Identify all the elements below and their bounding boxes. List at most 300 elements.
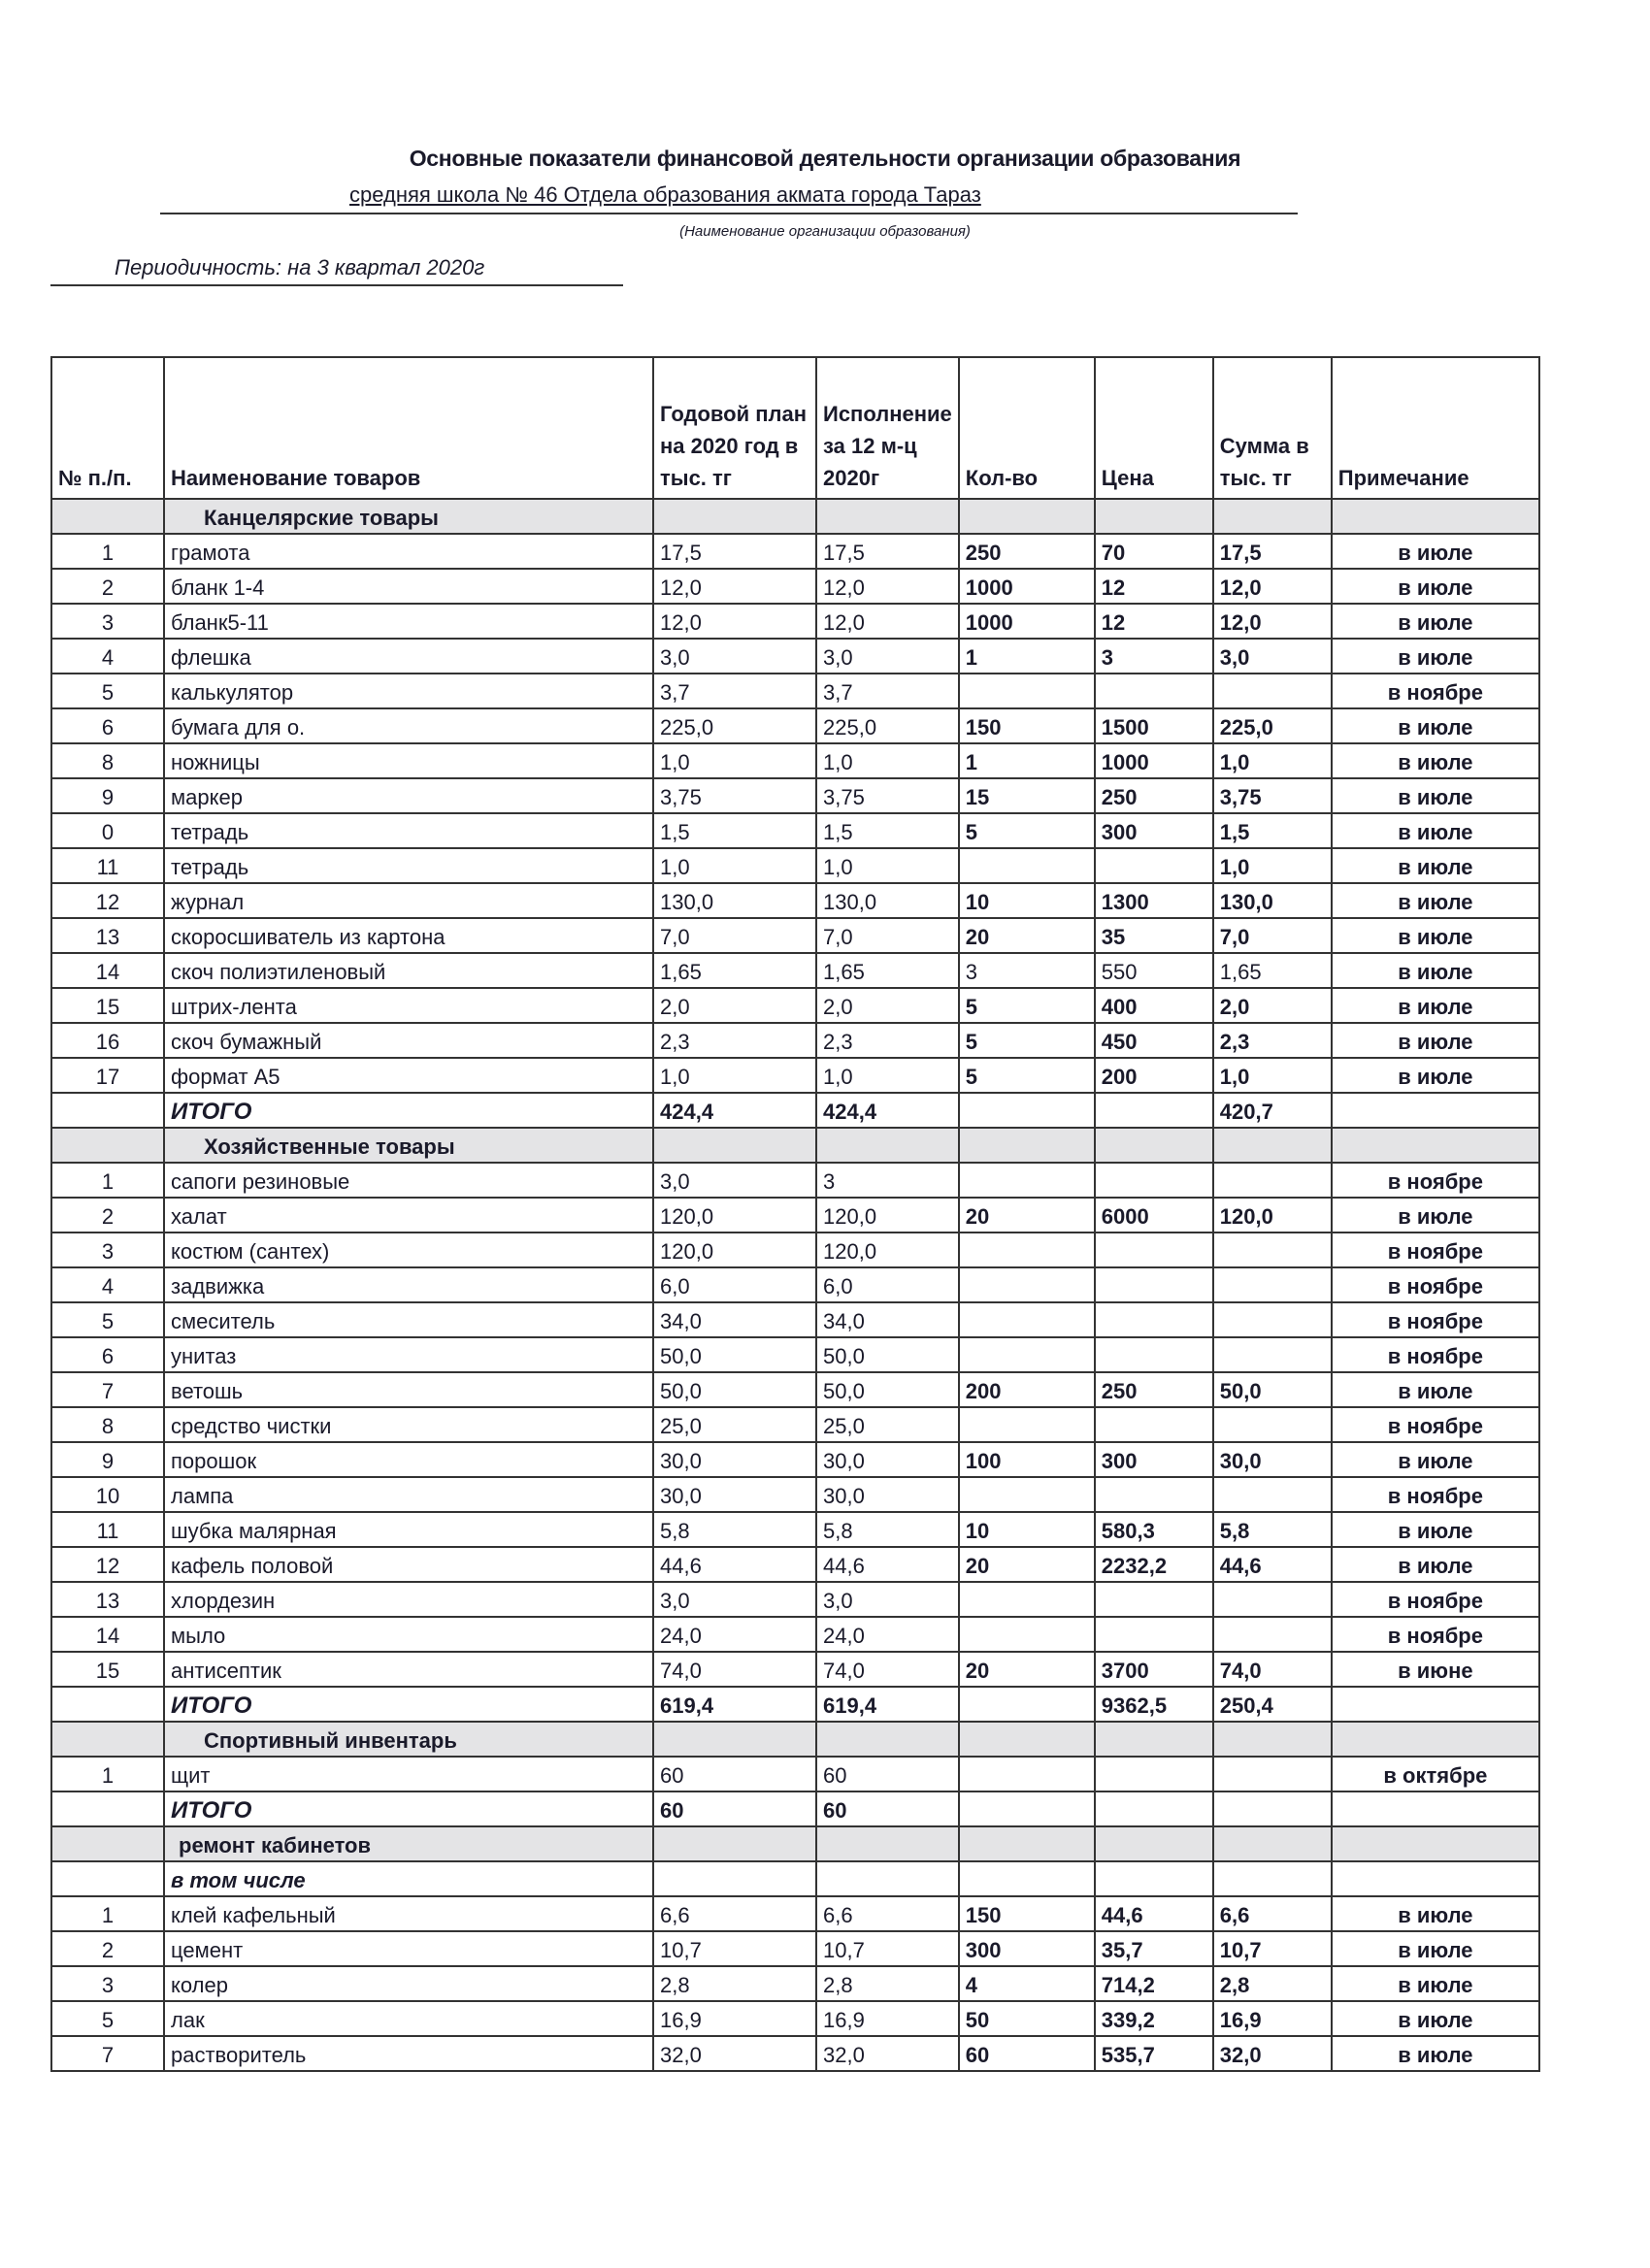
cell-num: 13 bbox=[51, 1582, 164, 1617]
cell-num: 7 bbox=[51, 1372, 164, 1407]
table-row bbox=[51, 953, 1539, 988]
cell-num bbox=[51, 499, 164, 534]
cell-plan: 60 bbox=[653, 1757, 816, 1791]
cell-price bbox=[1095, 1826, 1213, 1861]
table-row bbox=[51, 988, 1539, 1023]
table-row bbox=[51, 2001, 1539, 2036]
cell-qty: 15 bbox=[959, 778, 1095, 813]
cell-qty: 20 bbox=[959, 918, 1095, 953]
cell-qty: 20 bbox=[959, 1547, 1095, 1582]
cell-sum: 7,0 bbox=[1213, 918, 1332, 953]
cell-sum bbox=[1213, 1617, 1332, 1652]
cell-exec: 60 bbox=[816, 1757, 959, 1791]
cell-plan: 12,0 bbox=[653, 569, 816, 604]
cell-sum bbox=[1213, 1267, 1332, 1302]
cell-name: порошок bbox=[164, 1442, 653, 1477]
cell-plan bbox=[653, 1826, 816, 1861]
cell-sum: 32,0 bbox=[1213, 2036, 1332, 2071]
cell-exec: 10,7 bbox=[816, 1931, 959, 1966]
cell-qty bbox=[959, 1233, 1095, 1267]
cell-note: в октябре bbox=[1332, 1757, 1539, 1791]
table-row bbox=[51, 1757, 1539, 1791]
cell-num: 3 bbox=[51, 604, 164, 639]
cell-sum: 1,0 bbox=[1213, 848, 1332, 883]
cell-sum: 5,8 bbox=[1213, 1512, 1332, 1547]
cell-qty: 1 bbox=[959, 639, 1095, 674]
cell-plan: 7,0 bbox=[653, 918, 816, 953]
table-row bbox=[51, 1896, 1539, 1931]
cell-num bbox=[51, 1687, 164, 1722]
cell-price: 300 bbox=[1095, 813, 1213, 848]
cell-exec: 424,4 bbox=[816, 1093, 959, 1128]
cell-plan: 10,7 bbox=[653, 1931, 816, 1966]
cell-plan: 619,4 bbox=[653, 1687, 816, 1722]
cell-plan: 120,0 bbox=[653, 1233, 816, 1267]
cell-qty bbox=[959, 1093, 1095, 1128]
cell-name: костюм (сантех) bbox=[164, 1233, 653, 1267]
cell-price: 70 bbox=[1095, 534, 1213, 569]
cell-note: в июле bbox=[1332, 778, 1539, 813]
table-row bbox=[51, 848, 1539, 883]
subheading-row bbox=[51, 1861, 1539, 1896]
cell-plan bbox=[653, 1861, 816, 1896]
cell-exec: 1,0 bbox=[816, 848, 959, 883]
cell-plan: 17,5 bbox=[653, 534, 816, 569]
col-header-note: Примечание bbox=[1332, 357, 1539, 499]
cell-exec: 12,0 bbox=[816, 604, 959, 639]
cell-exec: 6,6 bbox=[816, 1896, 959, 1931]
cell-plan: 2,3 bbox=[653, 1023, 816, 1058]
cell-price bbox=[1095, 1722, 1213, 1757]
cell-qty bbox=[959, 1617, 1095, 1652]
table-row bbox=[51, 918, 1539, 953]
cell-note: в июле bbox=[1332, 708, 1539, 743]
cell-plan: 34,0 bbox=[653, 1302, 816, 1337]
cell-qty: 20 bbox=[959, 1198, 1095, 1233]
cell-sum: 6,6 bbox=[1213, 1896, 1332, 1931]
cell-exec: 44,6 bbox=[816, 1547, 959, 1582]
cell-price: 400 bbox=[1095, 988, 1213, 1023]
cell-note: в июле bbox=[1332, 883, 1539, 918]
cell-num: 17 bbox=[51, 1058, 164, 1093]
cell-plan: 74,0 bbox=[653, 1652, 816, 1687]
col-header-exec: Исполнение за 12 м-ц 2020г bbox=[816, 357, 959, 499]
table-header-row bbox=[51, 357, 1539, 499]
table-row bbox=[51, 1302, 1539, 1337]
cell-name: тетрадь bbox=[164, 848, 653, 883]
cell-plan: 3,0 bbox=[653, 639, 816, 674]
cell-plan: 1,0 bbox=[653, 848, 816, 883]
cell-name: антисептик bbox=[164, 1652, 653, 1687]
cell-qty bbox=[959, 848, 1095, 883]
cell-note: в июле bbox=[1332, 848, 1539, 883]
cell-note: в июле bbox=[1332, 1442, 1539, 1477]
table-row bbox=[51, 2036, 1539, 2071]
cell-note: в ноябре bbox=[1332, 1302, 1539, 1337]
cell-price bbox=[1095, 1337, 1213, 1372]
cell-qty bbox=[959, 1337, 1095, 1372]
col-header-plan: Годовой план на 2020 год в тыс. тг bbox=[653, 357, 816, 499]
cell-note: в ноябре bbox=[1332, 1407, 1539, 1442]
cell-name: ветошь bbox=[164, 1372, 653, 1407]
cell-name: штрих-лента bbox=[164, 988, 653, 1023]
cell-qty bbox=[959, 1302, 1095, 1337]
cell-exec bbox=[816, 1826, 959, 1861]
cell-plan: 12,0 bbox=[653, 604, 816, 639]
cell-price bbox=[1095, 1163, 1213, 1198]
cell-note bbox=[1332, 1861, 1539, 1896]
cell-exec bbox=[816, 1128, 959, 1163]
cell-name: Канцелярские товары bbox=[164, 499, 653, 534]
cell-note bbox=[1332, 1687, 1539, 1722]
cell-exec: 50,0 bbox=[816, 1372, 959, 1407]
cell-exec: 1,0 bbox=[816, 1058, 959, 1093]
cell-note: в июле bbox=[1332, 1512, 1539, 1547]
table-row bbox=[51, 708, 1539, 743]
cell-price: 44,6 bbox=[1095, 1896, 1213, 1931]
cell-price bbox=[1095, 848, 1213, 883]
cell-sum: 3,0 bbox=[1213, 639, 1332, 674]
cell-num: 7 bbox=[51, 2036, 164, 2071]
table-row bbox=[51, 534, 1539, 569]
cell-name: Хозяйственные товары bbox=[164, 1128, 653, 1163]
cell-plan bbox=[653, 1128, 816, 1163]
cell-note: в июле bbox=[1332, 604, 1539, 639]
cell-note: в ноябре bbox=[1332, 1617, 1539, 1652]
cell-num: 9 bbox=[51, 778, 164, 813]
cell-plan: 30,0 bbox=[653, 1442, 816, 1477]
table-row bbox=[51, 1477, 1539, 1512]
cell-qty: 60 bbox=[959, 2036, 1095, 2071]
cell-qty: 10 bbox=[959, 883, 1095, 918]
cell-note: в июле bbox=[1332, 1896, 1539, 1931]
cell-plan: 25,0 bbox=[653, 1407, 816, 1442]
cell-note: в июле bbox=[1332, 569, 1539, 604]
cell-price bbox=[1095, 1861, 1213, 1896]
table-row bbox=[51, 883, 1539, 918]
cell-qty: 1000 bbox=[959, 569, 1095, 604]
table-row bbox=[51, 1058, 1539, 1093]
cell-qty bbox=[959, 1128, 1095, 1163]
cell-plan bbox=[653, 499, 816, 534]
table-row bbox=[51, 1337, 1539, 1372]
cell-num: 1 bbox=[51, 534, 164, 569]
cell-sum: 3,75 bbox=[1213, 778, 1332, 813]
cell-sum: 1,0 bbox=[1213, 743, 1332, 778]
cell-note: в ноябре bbox=[1332, 1337, 1539, 1372]
cell-plan: 120,0 bbox=[653, 1198, 816, 1233]
table-row bbox=[51, 743, 1539, 778]
table-row bbox=[51, 1163, 1539, 1198]
cell-exec: 1,5 bbox=[816, 813, 959, 848]
cell-price: 550 bbox=[1095, 953, 1213, 988]
cell-price bbox=[1095, 1791, 1213, 1826]
cell-name: хлордезин bbox=[164, 1582, 653, 1617]
cell-price: 714,2 bbox=[1095, 1966, 1213, 2001]
cell-num: 14 bbox=[51, 1617, 164, 1652]
table-row bbox=[51, 1931, 1539, 1966]
cell-plan: 3,0 bbox=[653, 1582, 816, 1617]
cell-price: 2232,2 bbox=[1095, 1547, 1213, 1582]
cell-plan: 50,0 bbox=[653, 1337, 816, 1372]
cell-exec: 7,0 bbox=[816, 918, 959, 953]
cell-exec: 3 bbox=[816, 1163, 959, 1198]
cell-price: 9362,5 bbox=[1095, 1687, 1213, 1722]
cell-num: 10 bbox=[51, 1477, 164, 1512]
cell-price: 35,7 bbox=[1095, 1931, 1213, 1966]
cell-qty: 150 bbox=[959, 708, 1095, 743]
cell-qty bbox=[959, 1267, 1095, 1302]
cell-sum: 420,7 bbox=[1213, 1093, 1332, 1128]
cell-price: 3700 bbox=[1095, 1652, 1213, 1687]
cell-name: бумага для о. bbox=[164, 708, 653, 743]
cell-exec: 25,0 bbox=[816, 1407, 959, 1442]
cell-plan: 44,6 bbox=[653, 1547, 816, 1582]
cell-price: 1000 bbox=[1095, 743, 1213, 778]
cell-sum: 17,5 bbox=[1213, 534, 1332, 569]
cell-qty: 4 bbox=[959, 1966, 1095, 2001]
cell-qty bbox=[959, 1826, 1095, 1861]
cell-qty bbox=[959, 1861, 1095, 1896]
cell-name: лак bbox=[164, 2001, 653, 2036]
cell-name: сапоги резиновые bbox=[164, 1163, 653, 1198]
cell-sum bbox=[1213, 674, 1332, 708]
cell-exec: 32,0 bbox=[816, 2036, 959, 2071]
cell-name: грамота bbox=[164, 534, 653, 569]
cell-num: 15 bbox=[51, 1652, 164, 1687]
cell-note: в ноябре bbox=[1332, 1582, 1539, 1617]
cell-exec: 50,0 bbox=[816, 1337, 959, 1372]
cell-sum bbox=[1213, 1302, 1332, 1337]
cell-exec: 34,0 bbox=[816, 1302, 959, 1337]
cell-plan: 1,0 bbox=[653, 743, 816, 778]
cell-note: в ноябре bbox=[1332, 674, 1539, 708]
cell-price: 580,3 bbox=[1095, 1512, 1213, 1547]
cell-note bbox=[1332, 1722, 1539, 1757]
cell-price: 450 bbox=[1095, 1023, 1213, 1058]
cell-name: лампа bbox=[164, 1477, 653, 1512]
cell-num bbox=[51, 1791, 164, 1826]
cell-num: 14 bbox=[51, 953, 164, 988]
document-title: Основные показатели финансовой деятельности организации образования bbox=[409, 146, 1241, 171]
cell-price bbox=[1095, 1267, 1213, 1302]
cell-exec: 17,5 bbox=[816, 534, 959, 569]
cell-name: тетрадь bbox=[164, 813, 653, 848]
cell-price: 35 bbox=[1095, 918, 1213, 953]
cell-num: 8 bbox=[51, 1407, 164, 1442]
cell-exec bbox=[816, 1722, 959, 1757]
cell-num: 4 bbox=[51, 639, 164, 674]
cell-num: 11 bbox=[51, 848, 164, 883]
cell-name: смеситель bbox=[164, 1302, 653, 1337]
cell-note: в ноябре bbox=[1332, 1267, 1539, 1302]
cell-qty bbox=[959, 1582, 1095, 1617]
cell-num bbox=[51, 1826, 164, 1861]
cell-num: 15 bbox=[51, 988, 164, 1023]
cell-sum: 2,3 bbox=[1213, 1023, 1332, 1058]
table-row bbox=[51, 1966, 1539, 2001]
cell-sum: 1,5 bbox=[1213, 813, 1332, 848]
cell-name: цемент bbox=[164, 1931, 653, 1966]
cell-note: в ноябре bbox=[1332, 1163, 1539, 1198]
col-header-qty: Кол-во bbox=[959, 357, 1095, 499]
cell-name: щит bbox=[164, 1757, 653, 1791]
cell-exec: 619,4 bbox=[816, 1687, 959, 1722]
cell-qty: 5 bbox=[959, 988, 1095, 1023]
cell-note: в июле bbox=[1332, 2001, 1539, 2036]
cell-note: в июле bbox=[1332, 1931, 1539, 1966]
total-row bbox=[51, 1687, 1539, 1722]
cell-sum bbox=[1213, 1826, 1332, 1861]
cell-sum bbox=[1213, 1477, 1332, 1512]
cell-qty: 250 bbox=[959, 534, 1095, 569]
cell-num: 3 bbox=[51, 1233, 164, 1267]
cell-exec: 60 bbox=[816, 1791, 959, 1826]
cell-sum: 1,0 bbox=[1213, 1058, 1332, 1093]
cell-exec: 1,0 bbox=[816, 743, 959, 778]
cell-note: в июле bbox=[1332, 1058, 1539, 1093]
cell-plan: 60 bbox=[653, 1791, 816, 1826]
cell-exec bbox=[816, 1861, 959, 1896]
cell-name: шубка малярная bbox=[164, 1512, 653, 1547]
cell-note bbox=[1332, 1826, 1539, 1861]
cell-num: 5 bbox=[51, 2001, 164, 2036]
table-row bbox=[51, 813, 1539, 848]
cell-exec: 16,9 bbox=[816, 2001, 959, 2036]
cell-name: колер bbox=[164, 1966, 653, 2001]
cell-name: ИТОГО bbox=[164, 1687, 653, 1722]
cell-sum bbox=[1213, 1337, 1332, 1372]
cell-price bbox=[1095, 1617, 1213, 1652]
cell-price bbox=[1095, 1477, 1213, 1512]
cell-num: 5 bbox=[51, 1302, 164, 1337]
financial-table bbox=[50, 356, 1540, 2072]
cell-name: скоч бумажный bbox=[164, 1023, 653, 1058]
cell-qty: 200 bbox=[959, 1372, 1095, 1407]
cell-qty bbox=[959, 1163, 1095, 1198]
cell-note: в июле bbox=[1332, 1023, 1539, 1058]
cell-plan: 1,5 bbox=[653, 813, 816, 848]
cell-note: в июле bbox=[1332, 1547, 1539, 1582]
section-header-row bbox=[51, 1826, 1539, 1861]
cell-exec: 30,0 bbox=[816, 1442, 959, 1477]
divider bbox=[160, 213, 1298, 214]
cell-qty: 300 bbox=[959, 1931, 1095, 1966]
cell-qty bbox=[959, 1791, 1095, 1826]
cell-name: средство чистки bbox=[164, 1407, 653, 1442]
cell-plan: 24,0 bbox=[653, 1617, 816, 1652]
cell-qty bbox=[959, 1407, 1095, 1442]
cell-plan: 50,0 bbox=[653, 1372, 816, 1407]
total-row bbox=[51, 1791, 1539, 1826]
cell-plan: 2,8 bbox=[653, 1966, 816, 2001]
cell-num: 11 bbox=[51, 1512, 164, 1547]
cell-sum: 74,0 bbox=[1213, 1652, 1332, 1687]
cell-sum: 50,0 bbox=[1213, 1372, 1332, 1407]
cell-note: в июле bbox=[1332, 639, 1539, 674]
cell-sum bbox=[1213, 1407, 1332, 1442]
cell-name: журнал bbox=[164, 883, 653, 918]
cell-exec: 3,7 bbox=[816, 674, 959, 708]
cell-plan: 5,8 bbox=[653, 1512, 816, 1547]
cell-sum: 130,0 bbox=[1213, 883, 1332, 918]
cell-plan: 32,0 bbox=[653, 2036, 816, 2071]
cell-num: 1 bbox=[51, 1896, 164, 1931]
cell-num bbox=[51, 1093, 164, 1128]
organization-name: средняя школа № 46 Отдела образования акмата города Тараз bbox=[349, 182, 981, 207]
cell-price bbox=[1095, 1302, 1213, 1337]
cell-name: скоч полиэтиленовый bbox=[164, 953, 653, 988]
cell-exec: 74,0 bbox=[816, 1652, 959, 1687]
cell-exec: 3,75 bbox=[816, 778, 959, 813]
cell-sum: 44,6 bbox=[1213, 1547, 1332, 1582]
cell-price: 339,2 bbox=[1095, 2001, 1213, 2036]
table-body bbox=[51, 499, 1539, 2071]
cell-exec: 120,0 bbox=[816, 1198, 959, 1233]
cell-num bbox=[51, 1128, 164, 1163]
cell-sum: 225,0 bbox=[1213, 708, 1332, 743]
cell-exec: 5,8 bbox=[816, 1512, 959, 1547]
cell-sum bbox=[1213, 1757, 1332, 1791]
cell-price bbox=[1095, 1093, 1213, 1128]
cell-qty bbox=[959, 1477, 1095, 1512]
section-header-row bbox=[51, 1128, 1539, 1163]
cell-note: в июле bbox=[1332, 1198, 1539, 1233]
cell-name: маркер bbox=[164, 778, 653, 813]
cell-qty: 20 bbox=[959, 1652, 1095, 1687]
cell-num: 6 bbox=[51, 1337, 164, 1372]
cell-price bbox=[1095, 1128, 1213, 1163]
cell-name: мыло bbox=[164, 1617, 653, 1652]
cell-qty bbox=[959, 674, 1095, 708]
cell-plan: 1,0 bbox=[653, 1058, 816, 1093]
cell-exec bbox=[816, 499, 959, 534]
cell-exec: 2,0 bbox=[816, 988, 959, 1023]
cell-qty: 1000 bbox=[959, 604, 1095, 639]
cell-note bbox=[1332, 1128, 1539, 1163]
cell-note: в июле bbox=[1332, 534, 1539, 569]
cell-price bbox=[1095, 1582, 1213, 1617]
cell-name: халат bbox=[164, 1198, 653, 1233]
table-row bbox=[51, 778, 1539, 813]
table-row bbox=[51, 1407, 1539, 1442]
cell-note: в июле bbox=[1332, 813, 1539, 848]
cell-note bbox=[1332, 1791, 1539, 1826]
col-header-price: Цена bbox=[1095, 357, 1213, 499]
cell-qty: 5 bbox=[959, 1058, 1095, 1093]
table-row bbox=[51, 1582, 1539, 1617]
cell-sum: 12,0 bbox=[1213, 604, 1332, 639]
col-header-sum: Сумма в тыс. тг bbox=[1213, 357, 1332, 499]
cell-qty bbox=[959, 499, 1095, 534]
cell-note: в июле bbox=[1332, 1372, 1539, 1407]
cell-num: 1 bbox=[51, 1163, 164, 1198]
cell-sum: 16,9 bbox=[1213, 2001, 1332, 2036]
divider bbox=[50, 284, 623, 286]
cell-num bbox=[51, 1861, 164, 1896]
cell-num: 12 bbox=[51, 1547, 164, 1582]
cell-qty: 10 bbox=[959, 1512, 1095, 1547]
cell-plan: 6,6 bbox=[653, 1896, 816, 1931]
cell-sum bbox=[1213, 1791, 1332, 1826]
cell-name: растворитель bbox=[164, 2036, 653, 2071]
table-row bbox=[51, 1652, 1539, 1687]
cell-note: в июле bbox=[1332, 743, 1539, 778]
cell-qty bbox=[959, 1722, 1095, 1757]
table-row bbox=[51, 1198, 1539, 1233]
cell-price: 1500 bbox=[1095, 708, 1213, 743]
cell-sum bbox=[1213, 499, 1332, 534]
